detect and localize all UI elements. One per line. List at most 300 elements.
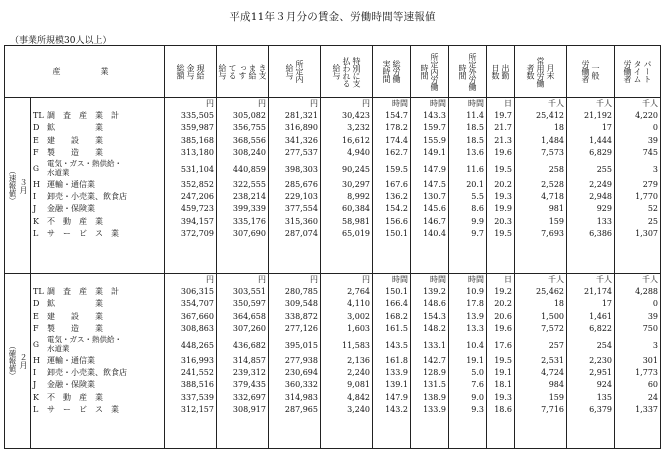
table-cell: 60 [647,380,658,390]
industry-code: K [33,216,39,226]
table-cell: 3,240 [347,404,370,414]
industry-row [33,159,164,179]
table-cell: 150.1 [385,287,408,297]
unit-label: 時間 [392,275,408,284]
table-cell: 398,303 [284,164,318,174]
table-cell: 4,940 [347,147,370,157]
table-cell: 6,386 [589,228,612,238]
table-cell: 2,951 [589,368,612,378]
table-cell: 254 [596,340,612,350]
header-line: 労働者 [623,60,632,83]
unit-label: 円 [310,99,318,108]
table-cell: 21.7 [494,123,512,133]
table-cell: 17 [601,123,612,133]
unit-label: 日 [504,99,512,108]
value-column [487,98,515,274]
industry-row [33,298,164,310]
table-cell: 162.7 [385,147,408,157]
table-cell: 159 [548,392,564,402]
wage-table [4,45,661,449]
table-cell: 981 [548,204,564,214]
table-cell: 149.1 [423,147,446,157]
industry-code: E [33,135,39,145]
scope-note: （事業所規模30人以上） [10,36,112,46]
header-line: 常用労働 [536,56,545,87]
unit-label: 円 [362,99,370,108]
table-cell: 308,863 [180,323,214,333]
table-cell: 394,157 [180,216,214,226]
table-cell: 367,660 [180,311,214,321]
industry-name: 調 査 産 業 計 [47,111,119,121]
part-time-header-text [615,47,660,96]
table-cell: 4,110 [347,299,370,309]
table-cell: 145.6 [423,204,446,214]
period-label-group [5,167,30,205]
header-line: 一般 [591,64,600,79]
table-cell: 17.8 [466,299,484,309]
table-cell: 4,724 [541,368,564,378]
table-cell: 750 [642,323,658,333]
table-cell: 307,690 [232,228,266,238]
value-column [567,98,615,274]
table-cell: 13.9 [466,311,484,321]
table-cell: 372,709 [180,228,214,238]
table-cell: 335,176 [232,216,266,226]
table-cell: 314,983 [284,392,318,402]
table-cell: 360,332 [284,380,318,390]
table-cell: 287,074 [284,228,318,238]
table-cell: 148.6 [423,299,446,309]
table-cell: 19.3 [494,192,512,202]
header-line: 金与 [186,64,195,79]
special-pay-header [321,46,373,98]
industry-name: 卸売・小売業、飲食店 [47,192,127,202]
table-cell: 18.5 [466,135,484,145]
industry-row [33,191,164,203]
industry-name: 建 設 業 [47,311,103,321]
table-cell: 277,126 [284,323,318,333]
industry-code: E [33,311,39,321]
table-cell: 18 [553,299,564,309]
table-cell: 20.2 [494,299,512,309]
total-cash-header-text [165,47,216,96]
table-cell: 316,890 [284,123,318,133]
table-cell: 21,174 [584,287,612,297]
table-cell: 19.6 [494,147,512,157]
table-body [5,98,661,449]
unit-label: 円 [310,275,318,284]
table-cell: 147.9 [423,164,446,174]
table-cell: 341,326 [284,135,318,145]
table-cell: 11,583 [342,340,370,350]
unit-label: 円 [362,275,370,284]
table-cell: 7,573 [541,147,564,157]
table-cell: 17.6 [494,340,512,350]
table-cell: 241,552 [180,368,214,378]
header-line: 月末 [546,64,555,79]
industry-row [33,355,164,367]
header-line: 労働者 [581,60,590,83]
table-cell: 379,435 [232,380,266,390]
total-cash-header [165,46,217,98]
table-cell: 60,384 [342,204,370,214]
table-cell: 316,993 [180,355,214,365]
table-cell: 277,537 [284,147,318,157]
industry-row [33,367,164,379]
table-cell: 301 [642,355,658,365]
unit-label: 時間 [468,275,484,284]
table-cell: 984 [548,380,564,390]
table-cell: 338,872 [284,311,318,321]
table-cell: 24 [647,392,658,402]
table-cell: 279 [642,179,658,189]
industry-row [33,404,164,416]
header-line: てる [228,64,237,79]
table-cell: 18.1 [494,380,512,390]
table-cell: 0 [652,299,658,309]
table-cell: 20.6 [494,311,512,321]
table-cell: 39 [647,311,658,321]
table-cell: 168.2 [385,311,408,321]
industry-row [33,203,164,215]
table-cell: 322,555 [232,179,266,189]
table-cell: 354,707 [180,299,214,309]
table-cell: 308,240 [232,147,266,157]
table-cell: 8,992 [347,192,370,202]
table-cell: 368,556 [232,135,266,145]
table-cell: 133 [596,216,612,226]
general-workers-header-text [567,47,614,96]
table-cell: 2,136 [347,355,370,365]
table-cell: 350,597 [232,299,266,309]
table-cell: 7.6 [471,380,484,390]
table-cell: 133.1 [423,340,446,350]
table-cell: 280,785 [284,287,318,297]
industry-code: G [33,163,39,173]
industry-code: D [33,299,40,309]
table-cell: 285,676 [284,179,318,189]
table-cell: 277,938 [284,355,318,365]
table-cell: 143.3 [423,111,446,121]
table-cell: 745 [642,147,658,157]
table-cell: 154.3 [423,311,446,321]
table-cell: 7,693 [541,228,564,238]
table-cell: 1,773 [635,368,658,378]
table-cell: 2,764 [347,287,370,297]
table-cell: 25 [647,216,658,226]
table-cell: 312,157 [180,404,214,414]
industry-name: 建 設 業 [47,135,103,145]
table-cell: 9,081 [347,380,370,390]
industry-name: 鉱 業 [47,299,103,309]
header-line: 現給 [196,64,205,79]
table-cell: 143.2 [385,404,408,414]
table-cell: 1,770 [635,192,658,202]
table-cell: 2,528 [541,179,564,189]
table-cell: 308,917 [232,404,266,414]
table-cell: 19.7 [494,111,512,121]
table-cell: 1,307 [635,228,658,238]
table-cell: 30,297 [342,179,370,189]
industry-row [33,135,164,147]
unit-label: 千人 [642,275,658,284]
industry-code: L [33,404,39,414]
header-line: 出勤 [501,64,510,79]
table-cell: 3,002 [347,311,370,321]
industry-row [33,147,164,159]
table-cell: 258 [548,164,564,174]
industry-row [33,286,164,298]
table-cell: 2,249 [589,179,612,189]
unit-spacer [33,98,164,110]
days-header-text [487,47,514,96]
industry-row [33,228,164,240]
unit-label: 円 [206,275,214,284]
table-cell: 10.9 [466,287,484,297]
industry-header: 産 業 [5,46,165,98]
fixed-pay-header-text [217,47,268,96]
value-column [165,274,217,449]
table-cell: 7,572 [541,323,564,333]
general-workers-header [567,46,615,98]
header-line: っす [238,64,247,79]
table-cell: 17 [601,299,612,309]
table-cell: 399,339 [232,204,266,214]
table-cell: 315,360 [284,216,318,226]
table-cell: 1,337 [635,404,658,414]
table-cell: 161.5 [385,323,408,333]
table-cell: 161.8 [385,355,408,365]
table-cell: 30,423 [342,111,370,121]
header-line: 時間 [458,64,467,79]
industry-name: 卸売・小売業、飲食店 [47,368,127,378]
value-column [373,274,411,449]
industry-name: 不 動 産 業 [47,216,103,226]
table-cell: 20.1 [466,179,484,189]
table-cell: 314,857 [232,355,266,365]
header-line: 者数 [526,64,535,79]
table-cell: 16,612 [342,135,370,145]
industry-name: 運輸・通信業 [47,179,95,189]
industry-row [33,179,164,191]
industry-code: I [33,192,37,202]
value-column [615,98,661,274]
status-note: （確報値） [8,342,17,380]
industry-cell [31,98,165,274]
table-cell: 11.6 [466,164,484,174]
table-cell: 6,379 [589,404,612,414]
industry-row [33,379,164,391]
table-cell: 10.4 [466,340,484,350]
table-cell: 138.9 [423,392,446,402]
table-cell: 133.9 [385,368,408,378]
industry-name: 不 動 産 業 [47,392,103,402]
value-column [217,98,269,274]
value-column [449,274,487,449]
industry-name: サ ー ビ ス 業 [47,228,119,238]
table-cell: 136.2 [385,192,408,202]
table-cell: 58,981 [342,216,370,226]
table-cell: 19.1 [466,355,484,365]
header-line: 給与 [332,64,341,79]
scheduled-hours-header [411,46,449,98]
table-cell: 2,948 [589,192,612,202]
header-line: タイム [633,60,642,83]
table-cell: 11.4 [466,111,484,121]
industry-name: 電気・ガス・熱供給・ 水道業 [47,334,122,354]
table-cell: 531,104 [180,164,214,174]
industry-code: L [33,228,39,238]
table-cell: 4,220 [635,111,658,121]
table-cell: 19.1 [494,368,512,378]
table-cell: 9.0 [471,392,484,402]
table-cell: 239,312 [232,368,266,378]
days-header [487,46,515,98]
table-cell: 388,516 [180,380,214,390]
table-cell: 377,554 [284,204,318,214]
month-label: ２月 [19,353,28,369]
unit-label: 時間 [392,99,408,108]
header-line: 特別に支 [352,56,361,87]
header-line: 所定外労働 [468,52,477,91]
table-cell: 65,019 [342,228,370,238]
industry-name: 製 造 業 [47,147,103,157]
industry-code: H [33,179,40,189]
header-line: 所定内 [295,60,304,83]
table-cell: 148.2 [423,323,446,333]
table-cell: 2,230 [589,355,612,365]
unit-label: 千人 [596,275,612,284]
unit-spacer [33,274,164,286]
industry-row [33,216,164,228]
industry-name: 金融・保険業 [47,380,95,390]
employees-header [515,46,567,98]
table-cell: 19.5 [494,355,512,365]
total-hours-header-text [373,47,410,96]
table-cell: 313,180 [180,147,214,157]
table-cell: 7,716 [541,404,564,414]
header-line: 所定内労働 [430,52,439,91]
table-cell: 19.9 [494,204,512,214]
table-cell: 337,539 [180,392,214,402]
table-cell: 147.5 [423,179,446,189]
table-cell: 21,192 [584,111,612,121]
table-cell: 142.7 [423,355,446,365]
period-label-group [5,342,30,380]
industry-code: H [33,355,40,365]
industry-row [33,110,164,122]
scheduled-hours-header-text [411,47,448,96]
header-line: ま給 [248,64,257,79]
table-cell: 238,214 [232,192,266,202]
industry-name: 金融・保険業 [47,204,95,214]
table-cell: 1,484 [541,135,564,145]
value-column [269,274,321,449]
table-cell: 4,718 [541,192,564,202]
unit-label: 千人 [596,99,612,108]
table-cell: 19.5 [494,164,512,174]
overtime-hours-header [449,46,487,98]
table-cell: 352,852 [180,179,214,189]
industry-row [33,311,164,323]
table-cell: 255 [596,164,612,174]
page-title: 平成11年３月分の賃金、労働時間等速報値 [229,11,436,23]
unit-label: 円 [258,275,266,284]
unit-label: 千人 [548,99,564,108]
value-column [321,98,373,274]
header-line: き支 [258,64,267,79]
header-line: 総額 [176,64,185,79]
table-cell: 13.6 [466,147,484,157]
table-cell: 147.9 [385,392,408,402]
table-cell: 19.5 [494,228,512,238]
table-cell: 924 [596,380,612,390]
table-cell: 395,015 [284,340,318,350]
table-cell: 459,723 [180,204,214,214]
unit-label: 円 [258,99,266,108]
industry-code: I [33,368,37,378]
table-cell: 25,462 [536,287,564,297]
table-cell: 385,168 [180,135,214,145]
industry-code: F [33,323,39,333]
industry-name: 調 査 産 業 計 [47,287,119,297]
header-line: 総労働 [392,60,401,83]
table-cell: 128.9 [423,368,446,378]
table-cell: 4,288 [635,287,658,297]
table-cell: 5.0 [471,368,484,378]
industry-code: J [33,204,37,214]
value-column [411,274,449,449]
table-cell: 9.9 [471,216,484,226]
table-cell: 6,829 [589,147,612,157]
value-column [411,98,449,274]
table-cell: 150.1 [385,228,408,238]
table-cell: 309,548 [284,299,318,309]
table-cell: 335,505 [180,111,214,121]
table-cell: 174.4 [385,135,408,145]
table-cell: 6,822 [589,323,612,333]
month-label: ３月 [19,177,28,194]
table-cell: 90,245 [342,164,370,174]
table-cell: 1,461 [589,311,612,321]
table-cell: 19.6 [494,323,512,333]
table-cell: 1,603 [347,323,370,333]
industry-code: TL [33,111,44,121]
header-line: 実時間 [382,60,391,83]
table-cell: 18 [553,123,564,133]
table-cell: 364,658 [232,311,266,321]
table-cell: 159 [548,216,564,226]
unit-label: 時間 [430,99,446,108]
industry-name: 電気・ガス・熱供給・ 水道業 [47,158,122,178]
unit-label: 千人 [642,99,658,108]
table-cell: 2,531 [541,355,564,365]
period-label [5,274,31,449]
value-column [321,274,373,449]
table-cell: 440,859 [232,164,266,174]
table-cell: 2,240 [347,368,370,378]
industry-code: TL [33,287,44,297]
table-cell: 287,965 [284,404,318,414]
table-cell: 166.4 [385,299,408,309]
table-cell: 929 [596,204,612,214]
table-cell: 146.7 [423,216,446,226]
table-cell: 140.4 [423,228,446,238]
header-row [5,46,661,98]
table-cell: 139.1 [385,380,408,390]
table-cell: 154.2 [385,204,408,214]
value-column [373,98,411,274]
